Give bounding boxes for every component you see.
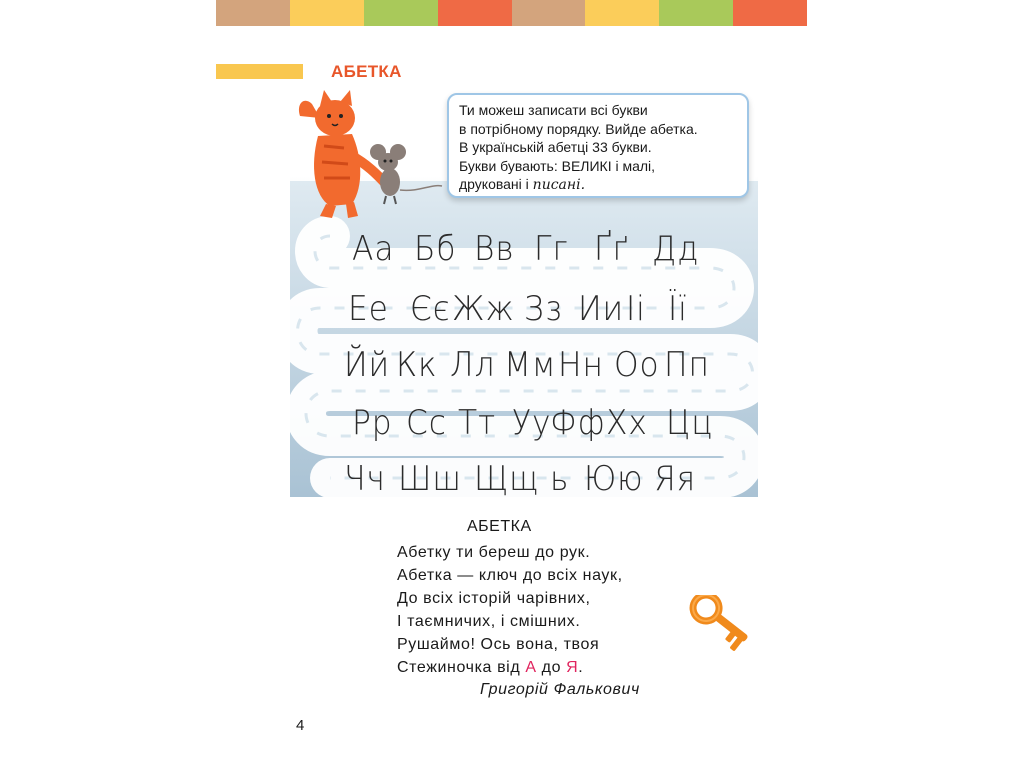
top-color-stripe — [216, 0, 807, 26]
bubble-line-5-start: друковані і — [459, 176, 533, 192]
alphabet-letter-pair: Аа — [352, 229, 395, 269]
alphabet-letter-pair: Іі — [626, 289, 646, 329]
alphabet-letter-pair: Щщ — [474, 459, 540, 497]
poem-line-4: І таємничих, і смішних. — [397, 613, 581, 630]
poem-title: АБЕТКА — [467, 518, 532, 535]
alphabet-letter-pair: Лл — [450, 345, 496, 385]
alphabet-letter-pair: ь — [550, 459, 570, 497]
poem-line-2: Абетка — ключ до всіх наук, — [397, 567, 623, 584]
alphabet-letter-pair: Її — [668, 289, 688, 329]
poem-text — [397, 541, 623, 679]
alphabet-letter-pair: Чч — [344, 459, 386, 497]
alphabet-letter-pair: Хх — [606, 403, 648, 443]
speech-bubble — [447, 93, 749, 198]
bubble-line-1: Ти можеш записати всі букви — [459, 102, 648, 118]
stripe-segment — [438, 0, 512, 26]
poem-line-3: До всіх історій чарівних, — [397, 590, 591, 607]
poem-line-5: Рушаймо! Ось вона, твоя — [397, 636, 600, 653]
alphabet-letter-pair: Шш — [398, 459, 462, 497]
alphabet-letter-pair: Єє — [410, 289, 451, 329]
alphabet-letter-pair: Ее — [348, 289, 389, 329]
stripe-segment — [290, 0, 364, 26]
alphabet-letter-pair: Сс — [406, 403, 447, 443]
alphabet-letter-pair: Бб — [414, 229, 457, 269]
alphabet-letter-pair: Ии — [578, 289, 625, 329]
poem-line-1: Абетку ти береш до рук. — [397, 544, 591, 561]
alphabet-letter-pair: Юю — [584, 459, 644, 497]
stripe-segment — [659, 0, 733, 26]
alphabet-letter-pair: Пп — [664, 345, 710, 385]
poem-letter-a: А — [525, 659, 537, 676]
alphabet-letter-pair: Оо — [614, 345, 660, 385]
poem-line-6-mid: до — [536, 659, 567, 676]
alphabet-letter-pair: Жж — [452, 289, 515, 329]
section-title: АБЕТКА — [331, 62, 402, 81]
alphabet-letter-pair: Мм — [504, 345, 557, 385]
alphabet-letter-pair: Кк — [396, 345, 438, 385]
alphabet-letter-pair: Цц — [666, 403, 714, 443]
alphabet-letter-pair: Рр — [352, 403, 393, 443]
key-icon — [676, 595, 756, 667]
bubble-line-5 — [459, 175, 739, 195]
stripe-segment — [512, 0, 586, 26]
poem-author: Григорій Фалькович — [480, 681, 640, 698]
alphabet-letter-pair: Яя — [654, 459, 697, 497]
alphabet-letter-pair: Дд — [652, 229, 700, 269]
stripe-segment — [585, 0, 659, 26]
heading-accent-bar — [216, 64, 303, 79]
alphabet-letter-pair: Нн — [558, 345, 604, 385]
alphabet-letter-pair: Уу — [512, 403, 552, 443]
alphabet-letter-pair: Фф — [550, 403, 606, 443]
poem-letter-ya: Я — [566, 659, 579, 676]
stripe-segment — [364, 0, 438, 26]
alphabet-letter-pair: Гг — [534, 229, 569, 269]
alphabet-letter-pair: Зз — [524, 289, 563, 329]
bubble-line-2: в потрібному порядку. Вийде абетка. — [459, 120, 698, 137]
stripe-segment — [733, 0, 807, 26]
stripe-segment — [216, 0, 290, 26]
poem-line-6 — [397, 656, 623, 679]
alphabet-letter-pair: Йй — [344, 345, 391, 385]
bubble-line-4: Букви бувають: ВЕЛИКІ і малі, — [459, 157, 656, 174]
alphabet-letter-pair: Вв — [474, 229, 515, 269]
alphabet-letter-pair: Ґґ — [594, 229, 629, 269]
poem-line-6-end: . — [578, 659, 584, 676]
bubble-line-3: В українській абетці 33 букви. — [459, 139, 652, 155]
bubble-line-5-italic: писані. — [532, 177, 586, 193]
page-number: 4 — [296, 717, 305, 734]
alphabet-letter-pair: Тт — [458, 403, 497, 443]
poem-line-6-start: Стежиночка від — [397, 659, 526, 676]
